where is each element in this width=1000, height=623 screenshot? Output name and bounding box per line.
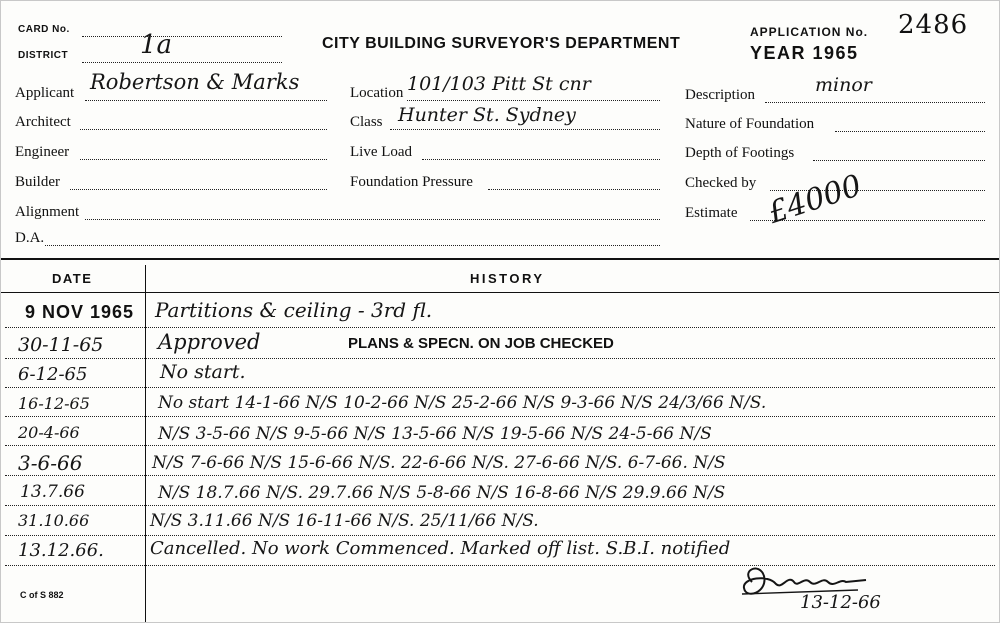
district-value: 1a — [140, 30, 173, 60]
form-code: C of S 882 — [20, 590, 64, 600]
live-load-line — [422, 159, 660, 160]
history-entry: N/S 3.11.66 N/S 16-11-66 N/S. 25/11/66 N/S. — [150, 511, 539, 531]
card-no-line — [82, 36, 282, 37]
history-entry: N/S 3-5-66 N/S 9-5-66 N/S 13-5-66 N/S 19-5-66 N/S 24-5-66 N/S — [158, 424, 712, 444]
signature-date: 13-12-66 — [800, 592, 881, 613]
history-row-line — [5, 358, 995, 359]
nature-of-foundation-line — [835, 131, 985, 132]
depth-of-footings-line — [813, 160, 985, 161]
history-date: 31.10.66 — [18, 511, 90, 530]
builder-line — [70, 189, 327, 190]
history-date: 6-12-65 — [18, 364, 88, 385]
application-no-label: APPLICATION No. — [750, 25, 869, 39]
checked-by-label: Checked by — [685, 175, 757, 191]
applicant-line — [85, 100, 327, 101]
description-label: Description — [685, 87, 755, 103]
history-row-line — [5, 416, 995, 417]
history-row-line — [5, 445, 995, 446]
history-row-line — [5, 475, 995, 476]
foundation-pressure-label: Foundation Pressure — [350, 174, 473, 190]
section-divider-top — [0, 258, 1000, 260]
checked-stamp: PLANS & SPECN. ON JOB CHECKED — [348, 335, 614, 352]
history-date-stamp: 9 NOV 1965 — [25, 302, 135, 322]
history-date: 13.12.66. — [18, 540, 104, 561]
history-date: 3-6-66 — [18, 451, 83, 475]
class-label: Class — [350, 114, 383, 130]
history-date: 20-4-66 — [18, 423, 80, 442]
date-column-divider — [145, 265, 146, 623]
nature-of-foundation-label: Nature of Foundation — [685, 116, 815, 132]
history-row-line — [5, 505, 995, 506]
alignment-line — [85, 219, 660, 220]
history-date: 16-12-65 — [18, 394, 90, 413]
depth-of-footings-label: Depth of Footings — [685, 145, 795, 161]
applicant-value: Robertson & Marks — [90, 70, 300, 94]
description-line — [765, 102, 985, 103]
architect-line — [80, 129, 327, 130]
history-entry: Approved — [158, 330, 261, 354]
history-row-line — [5, 327, 995, 328]
live-load-label: Live Load — [350, 144, 413, 160]
history-entry: No start. — [160, 361, 246, 383]
history-header: HISTORY — [470, 271, 545, 286]
department-title: CITY BUILDING SURVEYOR'S DEPARTMENT — [322, 35, 681, 52]
district-line — [82, 62, 282, 63]
da-line — [45, 245, 660, 246]
history-date: 13.7.66 — [20, 482, 85, 502]
location-label: Location — [350, 85, 404, 101]
da-label: D.A. — [15, 230, 45, 246]
class-value: Hunter St. Sydney — [398, 104, 576, 126]
application-number: 2486 — [898, 10, 969, 40]
history-entry: Cancelled. No work Commenced. Marked off list. S.B.I. notified — [150, 538, 731, 559]
card-no-label: CARD No. — [18, 24, 70, 35]
applicant-label: Applicant — [15, 85, 75, 101]
description-value: minor — [815, 74, 872, 96]
history-row-line — [5, 387, 995, 388]
section-divider-header — [0, 292, 1000, 293]
alignment-label: Alignment — [15, 204, 80, 220]
history-date: 30-11-65 — [18, 334, 104, 356]
estimate-label: Estimate — [685, 205, 738, 221]
district-label: DISTRICT — [18, 50, 69, 61]
location-line — [407, 100, 660, 101]
architect-label: Architect — [15, 114, 71, 130]
date-header: DATE — [52, 271, 93, 286]
location-value: 101/103 Pitt St cnr — [407, 73, 591, 95]
engineer-label: Engineer — [15, 144, 70, 160]
year-label: YEAR 1965 — [750, 43, 859, 63]
engineer-line — [80, 159, 327, 160]
history-entry: Partitions & ceiling - 3rd fl. — [155, 298, 433, 322]
history-entry: No start 14-1-66 N/S 10-2-66 N/S 25-2-66 N/S 9-3-66 N/S 24/3/66 N/S. — [158, 393, 767, 413]
foundation-pressure-line — [488, 189, 660, 190]
history-entry: N/S 7-6-66 N/S 15-6-66 N/S. 22-6-66 N/S. 27-6-66 N/S. 6-7-66. N/S — [152, 453, 726, 473]
class-line — [390, 129, 660, 130]
estimate-value: £4000 — [764, 168, 866, 231]
builder-label: Builder — [15, 174, 60, 190]
history-entry: N/S 18.7.66 N/S. 29.7.66 N/S 5-8-66 N/S 16-8-66 N/S 29.9.66 N/S — [158, 483, 726, 503]
history-row-line — [5, 535, 995, 536]
